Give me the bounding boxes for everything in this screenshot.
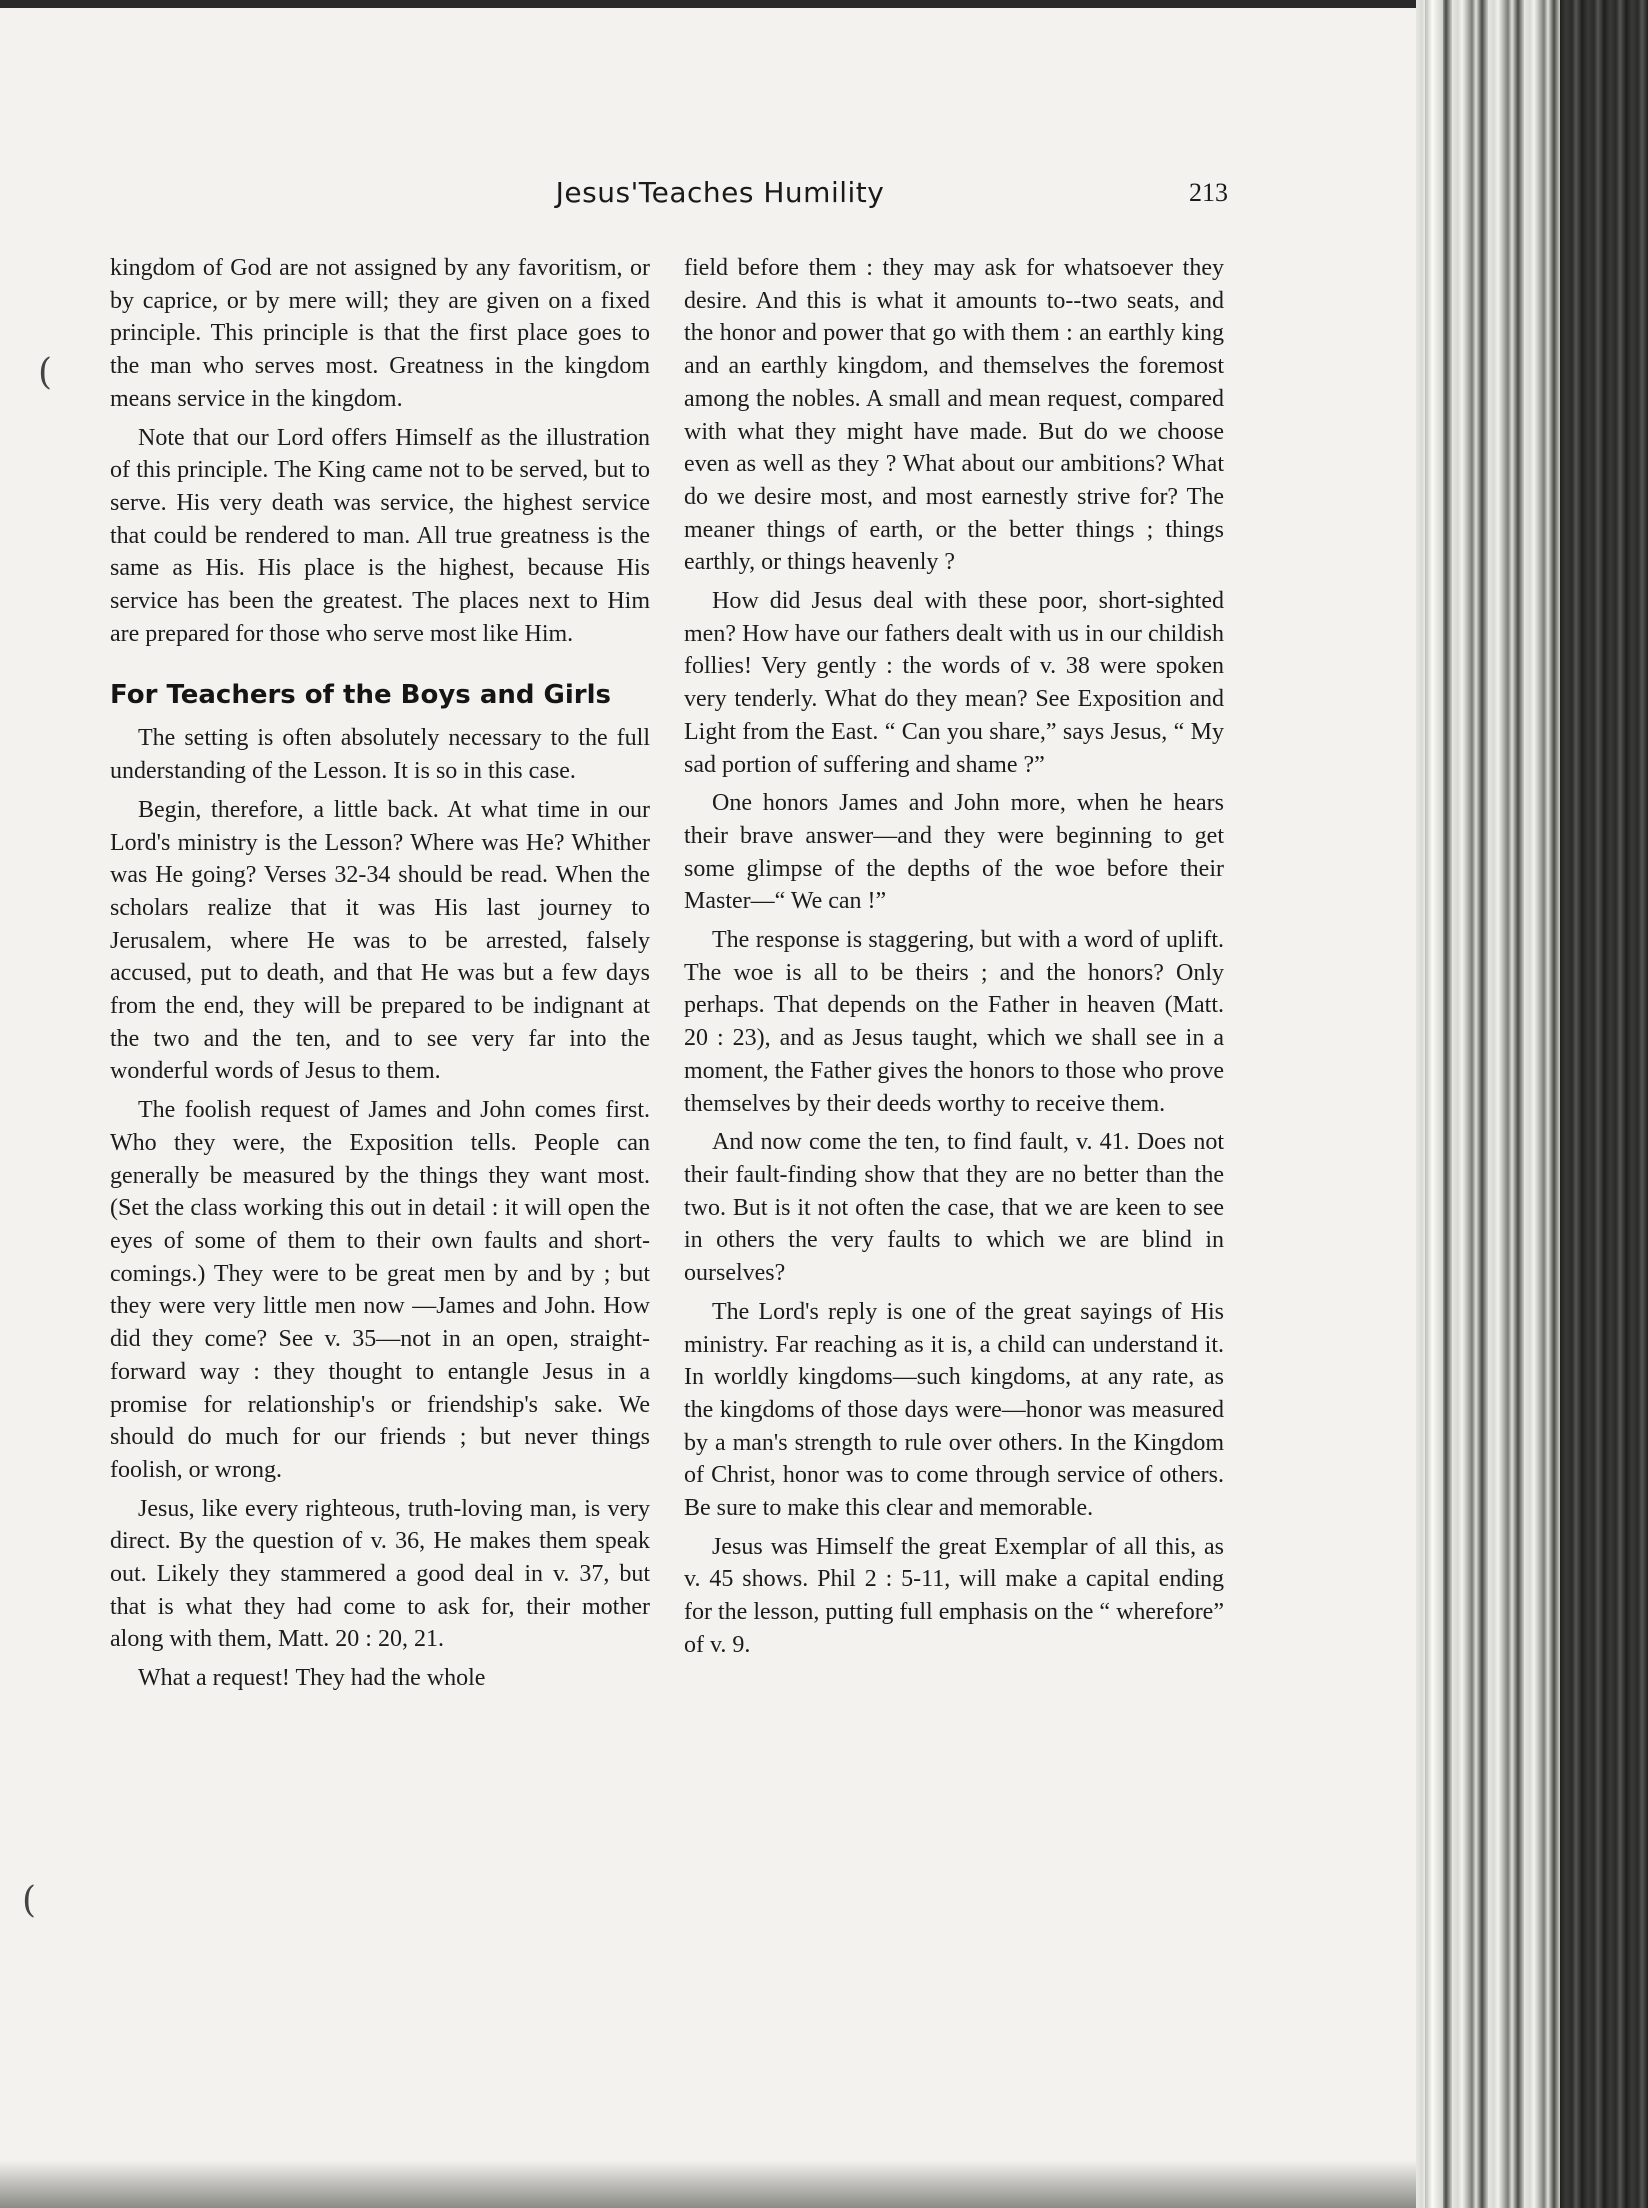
paragraph: field before them : they may ask for whatsoever they desire. And this is what it amounts to--two seats, and the honor and power that go with them : an earthly king and an earthly kingdom, and themselves the foremost among the nobles. A small and mean request, compared with what they might have made. But do we choose even as well as they ? What about our ambitions? What do we desire most, and most earnestly strive for? The meaner things of earth, or the better things ; things earthly, or things heavenly ? <box>684 255 1224 576</box>
book-cover-edge <box>1560 0 1648 2208</box>
section-heading: For Teachers of the Boys and Girls <box>110 680 611 711</box>
paragraph: And now come the ten, to find fault, v. 41. Does not their fault-finding show that they are no better than the two. But is it not often the case, that we are keen to see in others the very faults to which we are blind in ourselves? <box>684 1129 1224 1287</box>
page-number: 213 <box>1189 178 1228 207</box>
right-column <box>684 252 1224 1668</box>
page-header <box>108 176 1228 226</box>
paragraph: The setting is often absolutely necessary to the full understanding of the Lesson. It is so in this case. <box>110 725 650 785</box>
paragraph: The foolish request of James and John comes first. Who they were, the Exposition tells. People can generally be measured by the things they want most. (Set the class working this out in detail : it will open the eyes of some of them to their own faults and short-comings.) They were to be great men by and by ; but they were very little men now —James and John. How did they come? See v. 35—not in an open, straight-forward way : they thought to entangle Jesus in a promise for relationship's or friendship's sake. We should do much for our friends ; but never things foolish, or wrong. <box>110 1097 650 1483</box>
margin-mark-top: ( <box>38 352 53 393</box>
paragraph: How did Jesus deal with these poor, short-sighted men? How have our fathers dealt with us in our childish follies! Very gently : the words of v. 38 were spoken very tenderly. What do they mean? See Exposition and Light from the East. “ Can you share,” says Jesus, “ My sad portion of suffering and shame ?” <box>684 588 1224 778</box>
page-bottom-shadow <box>0 2160 1440 2208</box>
paragraph: What a request! They had the whole <box>138 1665 486 1692</box>
paragraph: Jesus was Himself the great Exemplar of all this, as v. 45 shows. Phil 2 : 5-11, will make a capital ending for the lesson, putting full emphasis on the “ wherefore” of v. 9. <box>684 1533 1224 1658</box>
paragraph: One honors James and John more, when he hears their brave answer—and they were beginning to get some glimpse of the depths of the woe before their Master—“ We can !” <box>684 790 1224 915</box>
paragraph: The response is staggering, but with a word of uplift. The woe is all to be theirs ; and the honors? Only perhaps. That depends on the Father in heaven (Matt. 20 : 23), and as Jesus taught, which we shall see in a moment, the Father gives the honors to those who prove themselves by their deeds worthy to receive them. <box>684 927 1224 1117</box>
paragraph: Note that our Lord offers Himself as the illustration of this principle. The King came not to be served, but to serve. His very death was service, the highest service that could be rendered to man. All true greatness is the same as His. His place is the highest, because His service has been the greatest. The places next to Him are prepared for those who serve most like Him. <box>110 424 650 647</box>
margin-mark-bottom: ( <box>22 1880 37 1921</box>
paragraph: The Lord's reply is one of the great sayings of His ministry. Far reaching as it is, a child can understand it. In worldly kingdoms—such kingdoms, at any rate, as the kingdoms of those days were—honor was measured by a man's strength to rule over others. In the Kingdom of Christ, honor was to come through service of others. Be sure to make this clear and memorable. <box>684 1298 1224 1522</box>
paragraph: Jesus, like every righteous, truth-loving man, is very direct. By the question of v. 36, He makes them speak out. Likely they stammered a good deal in v. 37, but that is what they had come to ask for, their mother along with them, Matt. 20 : 20, 21. <box>110 1495 650 1653</box>
page-edge-highlight <box>1425 0 1443 2208</box>
paragraph: kingdom of God are not assigned by any favoritism, or by caprice, or by mere will; they are given on a fixed principle. This principle is that the first place goes to the man who serves most. Greatness in the kingdom means service in the kingdom. <box>110 255 650 412</box>
running-head: Jesus'Teaches Humility <box>555 176 885 209</box>
paragraph: Begin, therefore, a little back. At what time in our Lord's ministry is the Lesson? Where was He? Whither was He going? Verses 32-34 should be read. When the scholars realize that it was His last journey to Jerusalem, where He was to be arrested, falsely accused, put to death, and that He was but a few days from the end, they will be prepared to be indignant at the two and the ten, and to see very far into the wonderful words of Jesus to them. <box>110 796 650 1085</box>
left-column <box>110 252 650 1701</box>
